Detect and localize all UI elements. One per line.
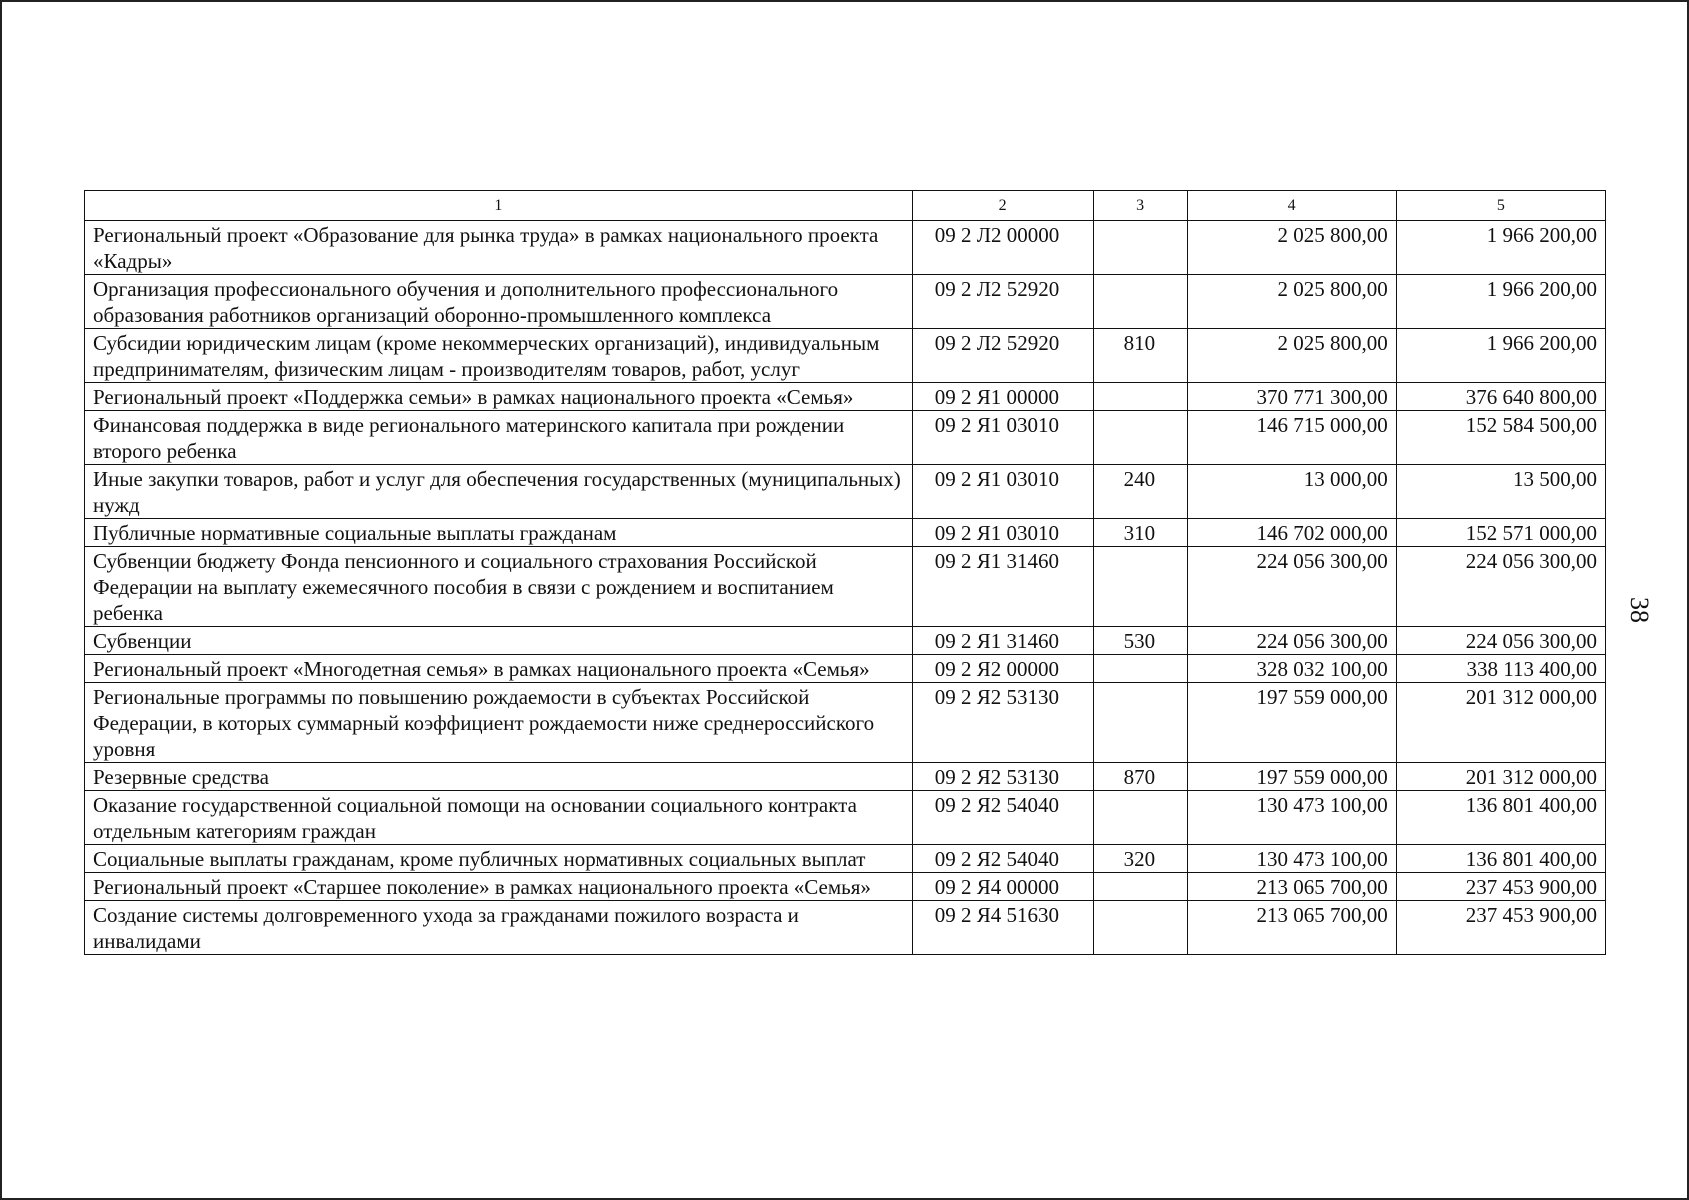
cell-name: Субвенции [85, 627, 913, 655]
cell-expense-type [1093, 655, 1187, 683]
cell-expense-type [1093, 683, 1187, 763]
cell-amount-year-2: 1 966 200,00 [1396, 275, 1605, 329]
table-row [85, 221, 1606, 275]
cell-amount-year-2: 201 312 000,00 [1396, 683, 1605, 763]
table-row [85, 275, 1606, 329]
cell-code: 09 2 Я2 54040 [912, 845, 1093, 873]
cell-amount-year-1: 2 025 800,00 [1187, 275, 1396, 329]
page-number: 38 [1625, 597, 1654, 623]
cell-code: 09 2 Л2 52920 [912, 275, 1093, 329]
cell-name: Резервные средства [85, 763, 913, 791]
cell-expense-type: 870 [1093, 763, 1187, 791]
cell-code: 09 2 Л2 00000 [912, 221, 1093, 275]
cell-amount-year-1: 213 065 700,00 [1187, 901, 1396, 955]
table-row [85, 763, 1606, 791]
cell-amount-year-1: 328 032 100,00 [1187, 655, 1396, 683]
table-body [85, 221, 1606, 955]
cell-name: Финансовая поддержка в виде регионального материнского капитала при рождении второго ребенка [85, 411, 913, 465]
table-row [85, 547, 1606, 627]
cell-code: 09 2 Я1 31460 [912, 627, 1093, 655]
cell-code: 09 2 Я2 54040 [912, 791, 1093, 845]
cell-expense-type: 240 [1093, 465, 1187, 519]
cell-amount-year-2: 13 500,00 [1396, 465, 1605, 519]
cell-expense-type [1093, 383, 1187, 411]
cell-expense-type [1093, 791, 1187, 845]
header-col-5: 5 [1396, 191, 1605, 221]
cell-expense-type [1093, 901, 1187, 955]
cell-amount-year-2: 224 056 300,00 [1396, 547, 1605, 627]
cell-code: 09 2 Я1 03010 [912, 519, 1093, 547]
header-row [85, 191, 1606, 221]
cell-expense-type [1093, 873, 1187, 901]
cell-name: Субсидии юридическим лицам (кроме некоммерческих организаций), индивидуальным предпринимателям, физическим лицам - производителям товаров, работ, услуг [85, 329, 913, 383]
cell-name: Региональный проект «Многодетная семья» в рамках национального проекта «Семья» [85, 655, 913, 683]
cell-code: 09 2 Я1 31460 [912, 547, 1093, 627]
cell-amount-year-2: 338 113 400,00 [1396, 655, 1605, 683]
cell-name: Региональные программы по повышению рождаемости в субъектах Российской Федерации, в которых суммарный коэффициент рождаемости ниже среднероссийского уровня [85, 683, 913, 763]
header-col-1: 1 [85, 191, 913, 221]
cell-amount-year-1: 370 771 300,00 [1187, 383, 1396, 411]
cell-name: Организация профессионального обучения и дополнительного профессионального образования работников организаций оборонно-промышленного комплекса [85, 275, 913, 329]
cell-amount-year-1: 197 559 000,00 [1187, 683, 1396, 763]
table-row [85, 655, 1606, 683]
cell-amount-year-1: 224 056 300,00 [1187, 547, 1396, 627]
cell-code: 09 2 Я4 00000 [912, 873, 1093, 901]
cell-amount-year-1: 224 056 300,00 [1187, 627, 1396, 655]
cell-expense-type: 530 [1093, 627, 1187, 655]
cell-amount-year-1: 13 000,00 [1187, 465, 1396, 519]
table-header [85, 191, 1606, 221]
cell-name: Региональный проект «Образование для рынка труда» в рамках национального проекта «Кадры» [85, 221, 913, 275]
cell-amount-year-1: 130 473 100,00 [1187, 845, 1396, 873]
cell-expense-type: 810 [1093, 329, 1187, 383]
cell-code: 09 2 Л2 52920 [912, 329, 1093, 383]
cell-name: Региональный проект «Поддержка семьи» в рамках национального проекта «Семья» [85, 383, 913, 411]
cell-code: 09 2 Я1 03010 [912, 411, 1093, 465]
table-row [85, 683, 1606, 763]
cell-amount-year-2: 136 801 400,00 [1396, 845, 1605, 873]
cell-amount-year-1: 2 025 800,00 [1187, 221, 1396, 275]
header-col-3: 3 [1093, 191, 1187, 221]
table-row [85, 873, 1606, 901]
cell-amount-year-2: 237 453 900,00 [1396, 901, 1605, 955]
cell-expense-type [1093, 547, 1187, 627]
cell-amount-year-1: 2 025 800,00 [1187, 329, 1396, 383]
cell-name: Субвенции бюджету Фонда пенсионного и социального страхования Российской Федерации на выплату ежемесячного пособия в связи с рождением и воспитанием ребенка [85, 547, 913, 627]
cell-code: 09 2 Я1 03010 [912, 465, 1093, 519]
table-row [85, 329, 1606, 383]
table-row [85, 383, 1606, 411]
cell-amount-year-1: 213 065 700,00 [1187, 873, 1396, 901]
cell-expense-type [1093, 411, 1187, 465]
cell-name: Создание системы долговременного ухода за гражданами пожилого возраста и инвалидами [85, 901, 913, 955]
cell-amount-year-1: 146 702 000,00 [1187, 519, 1396, 547]
cell-code: 09 2 Я1 00000 [912, 383, 1093, 411]
cell-amount-year-2: 376 640 800,00 [1396, 383, 1605, 411]
cell-amount-year-2: 136 801 400,00 [1396, 791, 1605, 845]
table-row [85, 791, 1606, 845]
cell-name: Оказание государственной социальной помощи на основании социального контракта отдельным категориям граждан [85, 791, 913, 845]
cell-amount-year-2: 152 584 500,00 [1396, 411, 1605, 465]
cell-expense-type [1093, 221, 1187, 275]
cell-name: Региональный проект «Старшее поколение» в рамках национального проекта «Семья» [85, 873, 913, 901]
table-row [85, 627, 1606, 655]
table-row [85, 411, 1606, 465]
header-col-2: 2 [912, 191, 1093, 221]
cell-expense-type [1093, 275, 1187, 329]
table-row [85, 845, 1606, 873]
cell-code: 09 2 Я4 51630 [912, 901, 1093, 955]
cell-amount-year-1: 197 559 000,00 [1187, 763, 1396, 791]
cell-amount-year-2: 201 312 000,00 [1396, 763, 1605, 791]
cell-name: Публичные нормативные социальные выплаты гражданам [85, 519, 913, 547]
table-row [85, 465, 1606, 519]
cell-code: 09 2 Я2 53130 [912, 763, 1093, 791]
cell-amount-year-2: 152 571 000,00 [1396, 519, 1605, 547]
table-row [85, 901, 1606, 955]
cell-code: 09 2 Я2 53130 [912, 683, 1093, 763]
cell-code: 09 2 Я2 00000 [912, 655, 1093, 683]
cell-amount-year-2: 1 966 200,00 [1396, 221, 1605, 275]
cell-amount-year-1: 146 715 000,00 [1187, 411, 1396, 465]
cell-name: Иные закупки товаров, работ и услуг для обеспечения государственных (муниципальных) нужд [85, 465, 913, 519]
cell-expense-type: 310 [1093, 519, 1187, 547]
cell-amount-year-2: 237 453 900,00 [1396, 873, 1605, 901]
budget-table [84, 190, 1606, 955]
cell-amount-year-1: 130 473 100,00 [1187, 791, 1396, 845]
cell-expense-type: 320 [1093, 845, 1187, 873]
cell-amount-year-2: 224 056 300,00 [1396, 627, 1605, 655]
table-row [85, 519, 1606, 547]
cell-amount-year-2: 1 966 200,00 [1396, 329, 1605, 383]
cell-name: Социальные выплаты гражданам, кроме публичных нормативных социальных выплат [85, 845, 913, 873]
header-col-4: 4 [1187, 191, 1396, 221]
